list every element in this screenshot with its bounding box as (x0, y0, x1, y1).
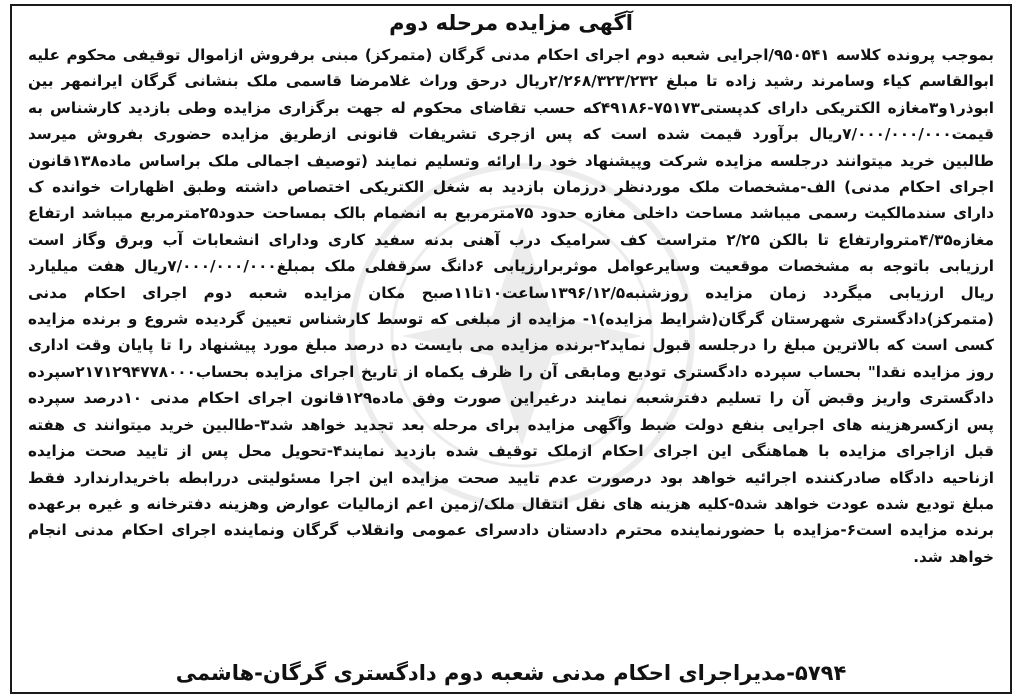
notice-signature: ۵۷۹۴-مدیراجرای احکام مدنی شعبه دوم دادگستری گرگان-هاشمی (175, 661, 847, 685)
auction-notice (10, 4, 1012, 694)
notice-title: آگهی مزایده مرحله دوم (389, 11, 633, 35)
notice-body-text: بموجب پرونده کلاسه ۹۵۰۵۴۱/اجرایی شعبه دوم اجرای احکام مدنی گرگان (متمرکز) مبنی برفروش ازاموال توقیفی محکوم علیه ابوالقاسم کیاء وسامرند رشید زاده تا مبلغ ۲/۲۶۸/۳۲۳/۲۳۲ریال درحق وراث غلامرضا قاسمی ملک بنشانی گرگان ایرانمهر بین ابوذر۱و۳مغازه الکتریکی دارای کدپستی۷۵۱۷۳-۴۹۱۸۶که حسب تقاضای محکوم له جهت برگزاری مزایده وطی بازدید کارشناس به قیمت۷/۰۰۰/۰۰۰/۰۰۰ریال برآورد قیمت شده است که پس ازجری تشریفات قانونی ازطریق مزایده حضوری بفروش میرسد طالبین خرید میتوانند درجلسه مزایده شرکت وپیشنهاد خود را ارائه وتسلیم نمایند (توصیف اجمالی ملک براساس ماده۱۳۸قانون اجرای احکام مدنی) الف-مشخصات ملک موردنظر درزمان بازدید به شغل الکتریکی اختصاص داشته وطبق اظهارات خوانده ک دارای سندمالکیت رسمی میباشد مساحت داخلی مغازه حدود ۷۵مترمربع به انضمام بالک بمساحت حدود۲۵مترمربع میباشد ارتفاع مغازه۴/۳۵متروارتفاع تا بالکن ۲/۲۵ متراست کف سرامیک درب آهنی بدنه سفید کاری ودارای انشعابات آب وبرق وگاز است ارزیابی باتوجه به مشخصات موقعیت وسایرعوامل موثربرارزیابی ۶دانگ سرقفلی ملک بمبلغ۷/۰۰۰/۰۰۰/۰۰۰ریال هفت میلیارد ریال ارزیابی میگردد زمان مزایده روزشنبه۱۳۹۶/۱۲/۵ساعت۱۰تا۱۱صبح مکان مزایده شعبه دوم اجرای احکام مدنی (متمرکز)دادگستری شهرستان گرگان(شرایط مزایده)۱- مزایده از مبلغی که توسط کارشناس تعیین گردیده شروع و برنده مزایده کسی است که بالاترین مبلغ را درجلسه قبول نماید۲-برنده مزایده می بایست ده درصد مبلغ مورد پیشنهاد را تا پایان وقت اداری روز مزایده نقدا" بحساب سپرده دادگستری تودیع ومابقی آن را ظرف یکماه از تاریخ اجرای مزایده بحساب۲۱۷۱۲۹۴۷۷۸۰۰۰سپرده دادگستری واریز وقبض آن را تسلیم دفترشعبه نمایند درغیراین صورت وفق ماده۱۲۹قانون اجرای احکام مدنی ۱۰درصد سپرده پس ازکسرهزینه های اجرایی بنفع دولت ضبط وآگهی مزایده برای مرحله بعد تجدید خواهد شد۳-طالبین خرید میتوانند ی هفته قبل ازاجرای مزایده با هماهنگی این اجرای احکام ازملک توقیف شده بازدید نمایند۴-تحویل محل پس از تایید صحت مزایده ازناحیه دادگاه صادرکننده اجرائیه خواهد بود درصورت عدم تایید صحت مزایده این اجرا مسئولیتی دررابطه باخریدارندارد فقط مبلغ تودیع شده عودت خواهد شد۵-کلیه هزینه های نقل انتقال ملک/زمین اعم ازمالیات عوارض وهزینه دفترخانه و غیره برعهده برنده مزایده است۶-مزایده با حضورنماینده محترم دادستان دادسرای عمومی وانقلاب گرگان ونماینده اجرای احکام مدنی انجام خواهد شد. (28, 46, 994, 566)
notice-body (28, 42, 994, 570)
